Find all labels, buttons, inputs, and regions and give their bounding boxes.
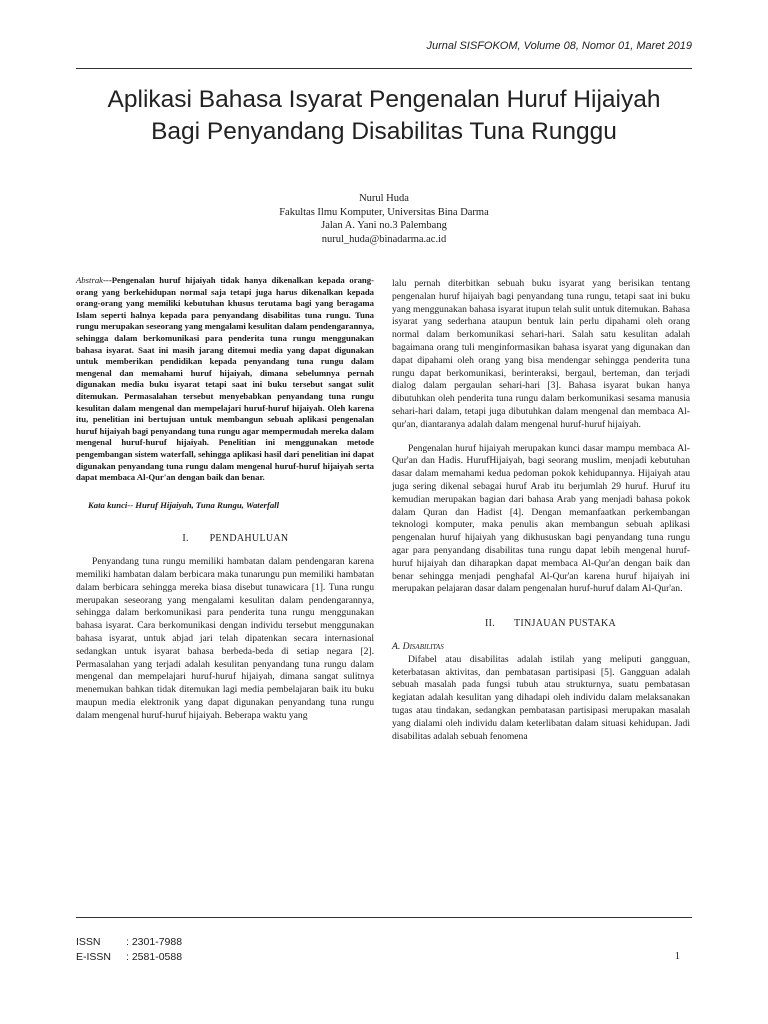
eissn-label: E-ISSN [76,951,112,963]
title-line-2: Bagi Penyandang Disabilitas Tuna Runggu [151,118,617,145]
author-affiliation: Fakultas Ilmu Komputer, Universitas Bina Darma [279,206,489,218]
abstract-label: Abstrak [76,275,104,285]
right-column [392,278,690,743]
section-number: I. [182,533,189,545]
section-title: TINJAUAN PUSTAKA [513,618,617,630]
section-number: II. [484,618,495,630]
author-block [76,192,692,246]
intro-paragraph-2: Pengenalan huruf hijaiyah merupakan kunci dasar mampu membaca Al-Qur'an dan Hadis. HurufHijaiyah, bagi seorang muslim, menjadi kebutuhan dasar dalam memahami kedua pedoman pokok kehidupannya. Hijaiyah atau juga sering dikenal sebagai huruf Arab itu berjumlah 29 huruf. Huruf itu kemudian merupakan bagian dari bahasa Arab yang menjadi bahasa pokok dalam Quran dan Hadist [4]. Dengan memanfaatkan perkembangan teknologi komputer, maka penulis akan membangun sebuah aplikasi pengenalan huruf hijaiyah yang dikhususkan bagi penyandang tuna rungu agar para penyandang disabilitas tuna rungu dapat lebih mengenal huruf-huruf hijaiyah dan diharapkan dapat membaca Al-Qur'an dengan baik dan benar sehingga menjadi penghafal Al-Qur'an karena huruf hijaiyah ini merupakan pelajaran dasar dalam pengenalan huruf-huruf dalam Al-Qur'an. [392,442,690,595]
issn-block [76,935,182,965]
subsection-title: Disabilitas [402,640,444,652]
issn-label: ISSN [76,936,101,948]
issn-value: : 2301-7988 [126,936,183,948]
author-name: Nurul Huda [359,193,409,204]
intro-paragraph-continued: lalu pernah diterbitkan sebuah buku isyarat yang berisikan tentang pengenalan huruf hijaiyah bagi penyandang tuna rungu, tetapi saat ini buku yang menggunakan bahasa isyarat itupun telah sulit untuk ditemukan. Bahasa isyarat yang sederhana ataupun bentuk lain perlu dipahami oleh orang normal dalam berkomunikasi sehari-hari. Salah satu kesulitan adalah bagaimana orang tuli menginformasikan bahasa isyarat yang digunakan dan dapat dipahami oleh orang yang bisa mendengar sehingga penderita tuna rungu dapat berkomunikasi, berinteraksi, bergaul, berteman, dan terjadi dialog dalam pergaulan sehari-hari [3]. Bahasa isyarat bukan hanya dibutuhkan oleh penderita tuna rungu dalam berkomunikasi sesama manusia sehari-hari dalam, tetapi juga dibutuhkan dalam mengenal dan membaca Al-qur'an, diantaranya adalah dalam mengenal huruf-huruf hijaiyah. [392,278,690,430]
footer-rule [76,917,692,918]
intro-paragraph: Penyandang tuna rungu memiliki hambatan dalam pendengaran karena memiliki hambatan dalam berbicara maka tunarungu pun memiliki hambatan dalam berbicara sehingga mereka biasa disebut tunawicara [1]. Tuna rungu merupakan seseorang yang mengalami kesulitan dalam pendengarannya, sehingga dalam berkomunikasi para penderita tuna rungu menggunakan bahasa isyarat. Cara berkomunikasi dengan individu tersebut menggunakan bahasa isyarat, untuk abjad jari telah dipatenkan secara internasional sedangkan untuk isyarat bahasa berbeda-beda di setiap negara [2]. Permasalahan yang terjadi adalah kesulitan penyandang tuna rungu dalam mengenal dan mempelajari huruf-huruf hijaiyah, dimana sangat sulitnya menemukan bahkan tidak ditemukan lagi media pembelajaran baik itu buku maupun media elektronik yang dapat digunakan penyandang tuna rungu dalam mengenal huruf-huruf hijaiyah. Beberapa waktu yang [76,556,374,721]
author-email: nurul_huda@binadarma.ac.id [321,233,447,245]
abstract-text: ---Pengenalan huruf hijaiyah tidak hanya dikenalkan kepada orang-orang yang berkehidupan normal saja tetapi juga harus dikenalkan kepada orang-orang yang memiliki kebutuhan khusus terutama bagi yang beragama Islam seperti halnya kepada para penyandang disabilitas tuna rungu. Tuna rungu merupakan seseorang yang mengalami kesulitan dalam pendengarannya, sehingga dalam berkomunikasi para penderita tuna rungu menggunakan bahasa isyarat. Saat ini masih jarang ditemui media yang dapat digunakan untuk memberikan pendidikan kepada penyandang tuna rungu dalam mengenal dan memahami huruf hijaiyah, dimana sebelumnya pernah digunakan media buku isyarat tetapi saat ini buku tersebut sangat sulit ditemukan. Permasalahan tersebut menyebabkan penyandang tuna rungu kesulitan dalam mengenal dan mempelajari huruf-huruf hijaiyah. Oleh karena itu, penelitian ini bertujuan untuk membangun sebuah aplikasi pengenalan huruf hijaiyah bagi penyandang tuna rungu agar mempermudah mereka dalam mengenal huruf-huruf hijaiyah. Penelitian ini menggunakan metode pengembangan sistem waterfall, sehingga aplikasi hasil dari penelitian ini dapat digunakan penyandang tuna rungu dalam mengenal huruf-huruf hijaiyah serta dapat membaca Al-Qur'an dengan baik dan benar. [76,275,374,483]
author-address: Jalan A. Yani no.3 Palembang [321,220,447,231]
section-heading-1 [76,533,374,546]
title-line-1: Aplikasi Bahasa Isyarat Pengenalan Huruf Hijaiyah [107,86,661,113]
journal-header: Jurnal SISFOKOM, Volume 08, Nomor 01, Maret 2019 [426,40,692,52]
subsection-label: A. [392,640,401,652]
eissn-value: : 2581-0588 [126,951,183,963]
section-heading-2 [392,618,690,631]
paper-title [76,84,692,148]
keywords: Kata kunci-- Huruf Hijaiyah, Tuna Rungu, Waterfall [88,499,280,510]
page-number: 1 [674,951,680,962]
subsection-heading [392,641,690,654]
disabilitas-paragraph: Difabel atau disabilitas adalah istilah yang meliputi gangguan, keterbatasan aktivitas, dan pembatasan partisipasi [5]. Gangguan adalah sebuah masalah pada fungsi tubuh atau strukturnya, suatu pembatasan kegiatan adalah kesulitan yang dihadapi oleh individu dalam melaksanakan tugas atau tindakan, sedangkan pembatasan partisipasi merupakan masalah yang dialami oleh individu dalam keterlibatan dalam situasi kehidupan. Jadi disabilitas adalah sebuah fenomena [392,653,690,742]
header-rule [76,68,692,69]
abstract [76,275,374,484]
left-column [76,275,374,723]
section-title: PENDAHULUAN [209,533,289,545]
